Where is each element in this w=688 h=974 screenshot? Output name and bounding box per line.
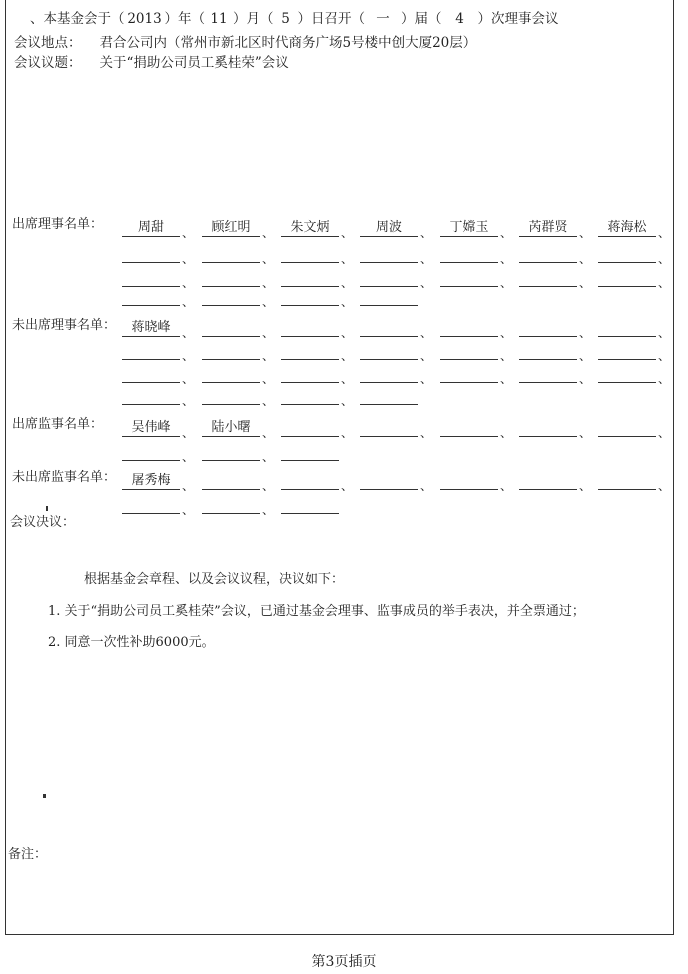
resolution-item-2: 2. 同意一次性补助6000元。 <box>48 635 215 650</box>
name-slot <box>122 388 180 405</box>
name-slot: 屠秀梅 <box>122 473 180 490</box>
name-separator: 、 <box>420 252 433 266</box>
name-slot <box>281 473 339 490</box>
name-slot <box>202 246 260 263</box>
name-separator: 、 <box>420 372 433 386</box>
page-insert-footer: 第3页插页 <box>311 954 377 970</box>
header-prefix: 、本基金会于（ <box>30 11 125 27</box>
header-month: 11 <box>210 11 228 27</box>
name-slot <box>202 444 260 461</box>
name-slot: 吴伟峰 <box>122 420 180 437</box>
name-slot: 朱文炳 <box>281 220 339 237</box>
name-separator: 、 <box>500 252 513 266</box>
name-separator: 、 <box>579 276 592 290</box>
name-separator: 、 <box>579 479 592 493</box>
name-slot <box>598 343 656 360</box>
name-separator: 、 <box>579 326 592 340</box>
name-separator: 、 <box>182 226 195 240</box>
name-separator: 、 <box>182 349 195 363</box>
name-slot: 周甜 <box>122 220 180 237</box>
name-slot: 蒋晓峰 <box>122 320 180 337</box>
name-separator: 、 <box>658 426 671 440</box>
name-slot <box>440 473 498 490</box>
name-slot <box>440 270 498 287</box>
name-separator: 、 <box>182 372 195 386</box>
name-separator: 、 <box>182 426 195 440</box>
name-separator: 、 <box>262 426 275 440</box>
name-slot <box>360 320 418 337</box>
page-frame <box>5 0 674 935</box>
name-slot <box>202 473 260 490</box>
name-separator: 、 <box>341 252 354 266</box>
name-slot <box>281 420 339 437</box>
name-slot <box>122 497 180 514</box>
name-separator: 、 <box>658 372 671 386</box>
name-slot <box>360 473 418 490</box>
name-slot <box>360 343 418 360</box>
name-slot <box>360 420 418 437</box>
name-separator: 、 <box>262 326 275 340</box>
name-slot <box>360 388 418 405</box>
name-separator: 、 <box>341 479 354 493</box>
name-slot <box>598 420 656 437</box>
name-separator: 、 <box>341 295 354 309</box>
absent-directors-label: 未出席理事名单： <box>12 318 117 333</box>
name-separator: 、 <box>262 252 275 266</box>
header-meeting-no: 4 <box>455 11 464 27</box>
name-slot: 蒋海松 <box>598 220 656 237</box>
name-slot <box>122 289 180 306</box>
header-year-unit: ）年（ <box>164 11 205 27</box>
name-separator: 、 <box>579 252 592 266</box>
attending-directors-label: 出席理事名单： <box>12 217 104 232</box>
name-slot <box>440 320 498 337</box>
name-separator: 、 <box>341 226 354 240</box>
name-slot <box>519 420 577 437</box>
name-slot <box>122 366 180 383</box>
name-slot <box>598 473 656 490</box>
name-slot <box>281 388 339 405</box>
name-separator: 、 <box>262 372 275 386</box>
name-slot <box>440 420 498 437</box>
name-slot <box>202 270 260 287</box>
name-slot <box>202 497 260 514</box>
name-separator: 、 <box>658 349 671 363</box>
name-slot <box>202 343 260 360</box>
header-day-unit: ）日召开（ <box>297 11 365 27</box>
name-slot <box>440 343 498 360</box>
name-separator: 、 <box>182 450 195 464</box>
remarks-label: 备注： <box>8 847 48 862</box>
name-separator: 、 <box>500 349 513 363</box>
name-slot <box>360 246 418 263</box>
name-separator: 、 <box>182 276 195 290</box>
name-separator: 、 <box>658 276 671 290</box>
name-slot <box>122 444 180 461</box>
name-separator: 、 <box>341 372 354 386</box>
name-separator: 、 <box>500 276 513 290</box>
topic-row <box>14 54 289 72</box>
name-separator: 、 <box>341 349 354 363</box>
name-slot <box>281 497 339 514</box>
name-slot <box>519 343 577 360</box>
name-separator: 、 <box>182 326 195 340</box>
name-separator: 、 <box>262 295 275 309</box>
location-value: 君合公司内（常州市新北区时代商务广场5号楼中创大厦20层） <box>99 35 477 51</box>
name-slot <box>281 320 339 337</box>
name-separator: 、 <box>341 426 354 440</box>
name-slot <box>360 270 418 287</box>
name-slot <box>281 366 339 383</box>
name-slot: 顾红明 <box>202 220 260 237</box>
name-separator: 、 <box>420 349 433 363</box>
header-year: 2013 <box>127 11 162 27</box>
resolution-intro: 根据基金会章程、以及会议议程，决议如下： <box>84 572 345 587</box>
name-separator: 、 <box>420 426 433 440</box>
header-session-unit: ）届（ <box>401 11 442 27</box>
header-month-unit: ）月（ <box>233 11 274 27</box>
name-separator: 、 <box>579 372 592 386</box>
name-slot <box>598 246 656 263</box>
name-separator: 、 <box>500 372 513 386</box>
name-slot <box>281 246 339 263</box>
name-slot <box>202 289 260 306</box>
name-separator: 、 <box>579 426 592 440</box>
meeting-header <box>30 10 559 28</box>
name-separator: 、 <box>658 226 671 240</box>
name-separator: 、 <box>341 394 354 408</box>
name-slot: 周波 <box>360 220 418 237</box>
name-slot <box>281 343 339 360</box>
name-slot: 丁嫦玉 <box>440 220 498 237</box>
attending-supervisors-label: 出席监事名单： <box>12 417 104 432</box>
name-slot <box>281 289 339 306</box>
name-slot <box>519 320 577 337</box>
name-separator: 、 <box>262 276 275 290</box>
name-separator: 、 <box>182 252 195 266</box>
name-slot <box>519 473 577 490</box>
name-slot <box>122 270 180 287</box>
name-separator: 、 <box>500 426 513 440</box>
scan-mark <box>46 506 48 511</box>
name-separator: 、 <box>500 226 513 240</box>
name-separator: 、 <box>420 226 433 240</box>
name-separator: 、 <box>500 326 513 340</box>
name-separator: 、 <box>182 479 195 493</box>
name-separator: 、 <box>658 252 671 266</box>
name-slot <box>360 289 418 306</box>
name-separator: 、 <box>420 479 433 493</box>
resolution-item-1: 1. 关于“捐助公司员工奚桂荣”会议，已通过基金会理事、监事成员的举手表决，并全票通过； <box>48 604 585 619</box>
name-separator: 、 <box>500 479 513 493</box>
name-separator: 、 <box>341 276 354 290</box>
name-slot <box>440 366 498 383</box>
name-slot <box>598 320 656 337</box>
name-slot <box>281 444 339 461</box>
name-slot <box>122 343 180 360</box>
name-separator: 、 <box>579 226 592 240</box>
name-slot <box>202 388 260 405</box>
name-separator: 、 <box>262 479 275 493</box>
header-day: 5 <box>281 11 290 27</box>
name-separator: 、 <box>658 479 671 493</box>
name-slot <box>281 270 339 287</box>
name-slot <box>202 366 260 383</box>
name-slot: 芮群贤 <box>519 220 577 237</box>
name-slot <box>598 366 656 383</box>
name-separator: 、 <box>341 326 354 340</box>
name-separator: 、 <box>182 295 195 309</box>
name-slot <box>519 246 577 263</box>
name-separator: 、 <box>579 349 592 363</box>
name-slot <box>519 366 577 383</box>
name-separator: 、 <box>658 326 671 340</box>
name-separator: 、 <box>262 450 275 464</box>
name-slot <box>360 366 418 383</box>
topic-value: 关于“捐助公司员工奚桂荣”会议 <box>99 55 289 71</box>
name-separator: 、 <box>262 394 275 408</box>
name-separator: 、 <box>420 326 433 340</box>
topic-label: 会议议题： <box>14 55 82 71</box>
name-slot: 陆小曙 <box>202 420 260 437</box>
scan-mark <box>43 794 46 798</box>
name-slot <box>440 246 498 263</box>
location-label: 会议地点： <box>14 35 82 51</box>
resolution-label: 会议决议： <box>10 515 76 530</box>
header-suffix: ）次理事会议 <box>477 11 559 27</box>
name-separator: 、 <box>182 503 195 517</box>
name-separator: 、 <box>262 503 275 517</box>
absent-supervisors-label: 未出席监事名单： <box>12 470 117 485</box>
name-separator: 、 <box>182 394 195 408</box>
name-slot <box>202 320 260 337</box>
name-separator: 、 <box>262 349 275 363</box>
location-row <box>14 34 476 52</box>
name-slot <box>598 270 656 287</box>
header-session: 一 <box>376 11 390 27</box>
name-slot <box>122 246 180 263</box>
name-slot <box>519 270 577 287</box>
name-separator: 、 <box>420 276 433 290</box>
name-separator: 、 <box>262 226 275 240</box>
